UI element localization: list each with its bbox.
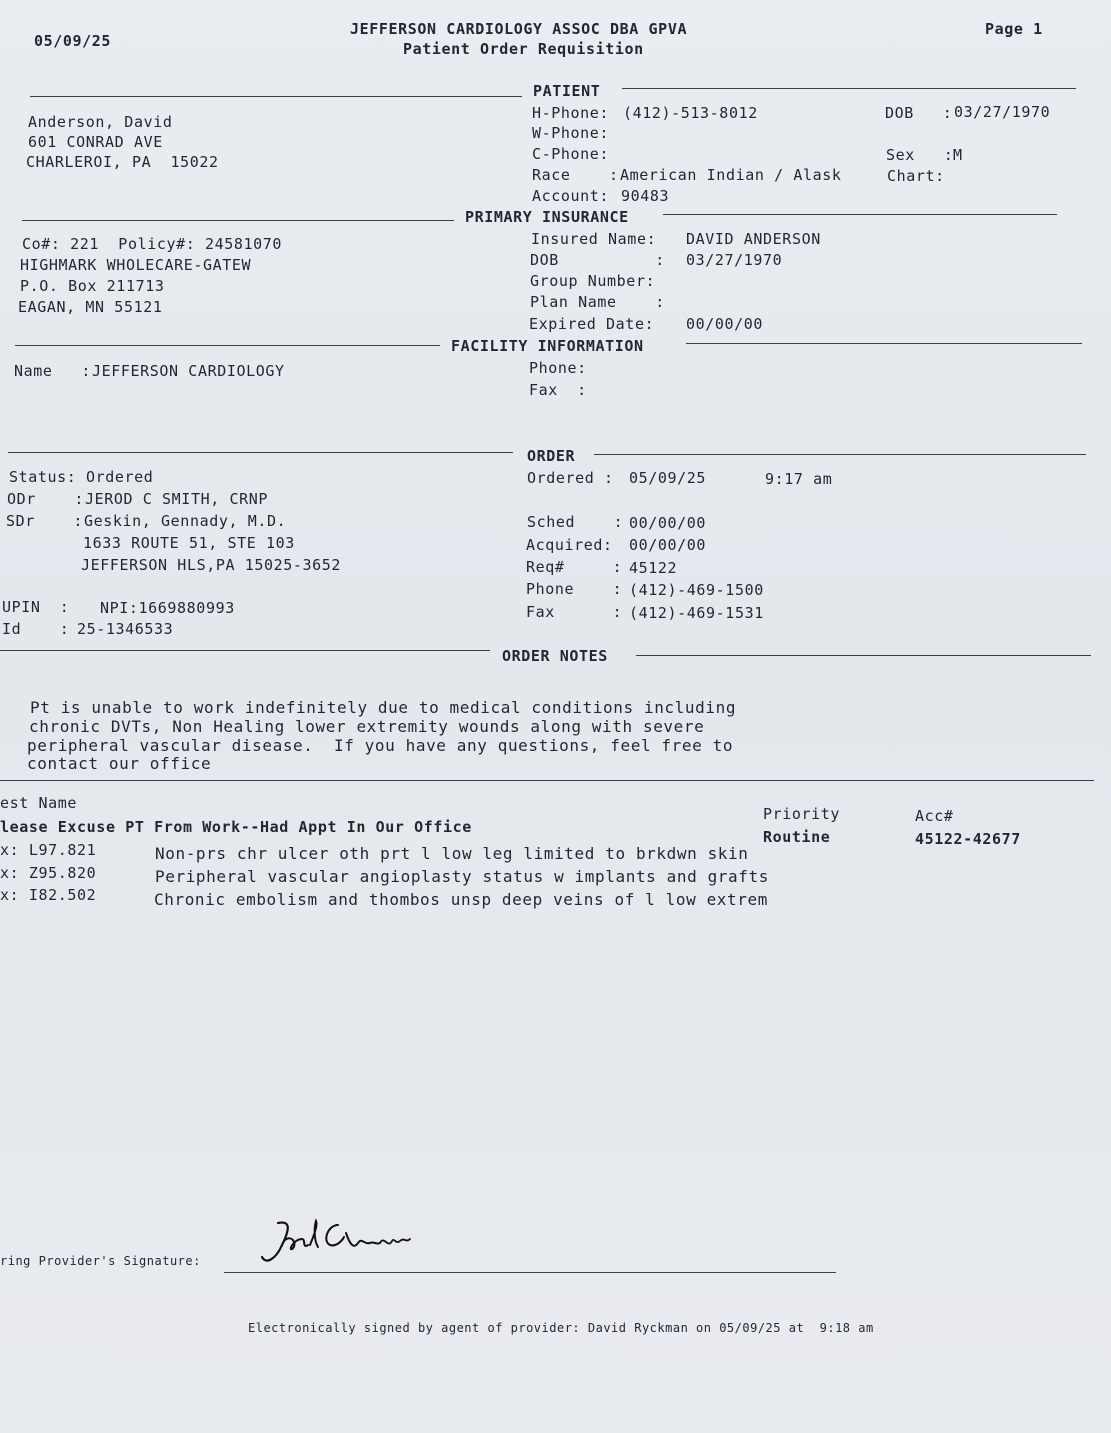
esign-text: Electronically signed by agent of provider: David Ryckman on 05/09/25 at 9:18 am (248, 1321, 874, 1335)
insurance-rule-left (22, 220, 454, 221)
acc-value: 45122-42677 (915, 830, 1021, 848)
hphone-value: (412)-513-8012 (623, 104, 758, 122)
odr-label: ODr : (7, 490, 85, 508)
dx-desc-2: Peripheral vascular angioplasty status w implants and grafts (155, 867, 769, 886)
req-value: 45122 (629, 559, 678, 577)
id-label: Id : (2, 620, 70, 638)
dob-label: DOB : (885, 104, 953, 122)
sex-value: M (953, 146, 963, 164)
dx-desc-1: Non-prs chr ulcer oth prt l low leg limited to brkdwn skin (155, 844, 749, 863)
order-status-label: Status: (9, 468, 77, 486)
sdr-address1: 1633 ROUTE 51, STE 103 (83, 534, 295, 552)
hphone-label: H-Phone: (532, 104, 610, 122)
account-label: Account: (532, 187, 610, 205)
ordered-date: 05/09/25 (629, 469, 707, 487)
header-org: JEFFERSON CARDIOLOGY ASSOC DBA GPVA (350, 20, 688, 38)
facility-phone-label: Phone: (529, 359, 587, 377)
order-note-line-1: Pt is unable to work indefinitely due to medical conditions including (30, 698, 737, 717)
upin-label: UPIN : (2, 598, 70, 616)
order-note-line-2: chronic DVTs, Non Healing lower extremity wounds along with severe (29, 717, 705, 736)
expired-date-label: Expired Date: (529, 315, 655, 333)
sched-value: 00/00/00 (629, 514, 707, 532)
order-fax-value: (412)-469-1531 (629, 604, 764, 622)
dx-code-1: x: L97.821 (0, 841, 97, 859)
order-section-title: ORDER (527, 447, 576, 465)
order-phone-label: Phone : (526, 580, 623, 598)
facility-name-label: Name : (14, 362, 92, 380)
notes-rule-right (636, 655, 1091, 656)
insured-dob-label: DOB : (530, 251, 665, 269)
sex-label: Sex : (886, 146, 954, 164)
odr-value: JEROD C SMITH, CRNP (85, 490, 268, 508)
order-note-line-4: contact our office (27, 754, 212, 773)
chart-label: Chart: (887, 167, 945, 185)
handwritten-signature (258, 1215, 418, 1275)
order-phone-value: (412)-469-1500 (629, 581, 764, 599)
test-name-value: lease Excuse PT From Work--Had Appt In Our Office (0, 818, 472, 836)
dx-desc-3: Chronic embolism and thombos unsp deep veins of l low extrem (154, 890, 768, 909)
acquired-label: Acquired: (526, 536, 613, 554)
order-fax-label: Fax : (526, 603, 623, 621)
cphone-label: C-Phone: (532, 145, 610, 163)
patient-rule-left (30, 96, 522, 97)
insured-name-value: DAVID ANDERSON (686, 230, 821, 248)
signature-label: ring Provider's Signature: (0, 1254, 201, 1268)
facility-section-title: FACILITY INFORMATION (451, 337, 644, 355)
expired-date-value: 00/00/00 (686, 315, 764, 333)
acquired-value: 00/00/00 (629, 536, 707, 554)
dob-value: 03/27/1970 (954, 103, 1051, 121)
facility-name-value: JEFFERSON CARDIOLOGY (92, 362, 285, 380)
plan-name-label: Plan Name : (530, 293, 665, 311)
insured-dob-value: 03/27/1970 (686, 251, 783, 269)
insurance-carrier: HIGHMARK WHOLECARE-GATEW (20, 256, 252, 274)
id-value: 25-1346533 (77, 620, 174, 638)
facility-rule-right (686, 343, 1082, 344)
sdr-label: SDr : (6, 512, 84, 530)
sdr-value: Geskin, Gennady, M.D. (84, 512, 287, 530)
sdr-address2: JEFFERSON HLS,PA 15025-3652 (81, 556, 342, 574)
upin-value: NPI:1669880993 (100, 599, 235, 617)
priority-value: Routine (763, 828, 831, 846)
dx-code-3: x: I82.502 (0, 886, 97, 904)
priority-label: Priority (763, 805, 841, 823)
dx-code-2: x: Z95.820 (0, 864, 97, 882)
wphone-label: W-Phone: (532, 124, 610, 142)
facility-fax-label: Fax : (529, 381, 587, 399)
header-page: Page 1 (985, 20, 1043, 38)
test-name-label: est Name (0, 794, 78, 812)
race-label: Race : (532, 166, 619, 184)
signature-line (224, 1272, 836, 1273)
patient-rule-right (622, 88, 1076, 89)
insurance-address2: EAGAN, MN 55121 (18, 298, 163, 316)
ordered-label: Ordered : (527, 469, 614, 487)
order-status-value: Ordered (86, 468, 154, 486)
order-note-line-3: peripheral vascular disease. If you have any questions, feel free to (27, 736, 734, 755)
race-value: American Indian / Alask (620, 166, 842, 184)
header-date: 05/09/25 (34, 32, 112, 50)
insurance-co-policy: Co#: 221 Policy#: 24581070 (22, 235, 283, 253)
insurance-address1: P.O. Box 211713 (20, 277, 165, 295)
tests-rule (0, 780, 1094, 781)
order-rule-left (8, 452, 513, 453)
req-label: Req# : (526, 558, 623, 576)
insurance-rule-right (663, 214, 1057, 215)
patient-address1: 601 CONRAD AVE (28, 133, 163, 151)
header-title: Patient Order Requisition (403, 40, 644, 58)
patient-section-title: PATIENT (533, 82, 601, 100)
facility-rule-left (15, 345, 440, 346)
insured-name-label: Insured Name: (531, 230, 657, 248)
group-number-label: Group Number: (530, 272, 656, 290)
order-rule-right (594, 454, 1086, 455)
acc-label: Acc# (915, 807, 954, 825)
patient-address2: CHARLEROI, PA 15022 (26, 153, 219, 171)
order-notes-title: ORDER NOTES (502, 647, 608, 665)
sched-label: Sched : (527, 513, 624, 531)
ordered-time: 9:17 am (765, 470, 833, 488)
insurance-section-title: PRIMARY INSURANCE (465, 208, 629, 226)
notes-rule-left (0, 650, 490, 651)
patient-name: Anderson, David (28, 113, 173, 131)
account-value: 90483 (621, 187, 670, 205)
